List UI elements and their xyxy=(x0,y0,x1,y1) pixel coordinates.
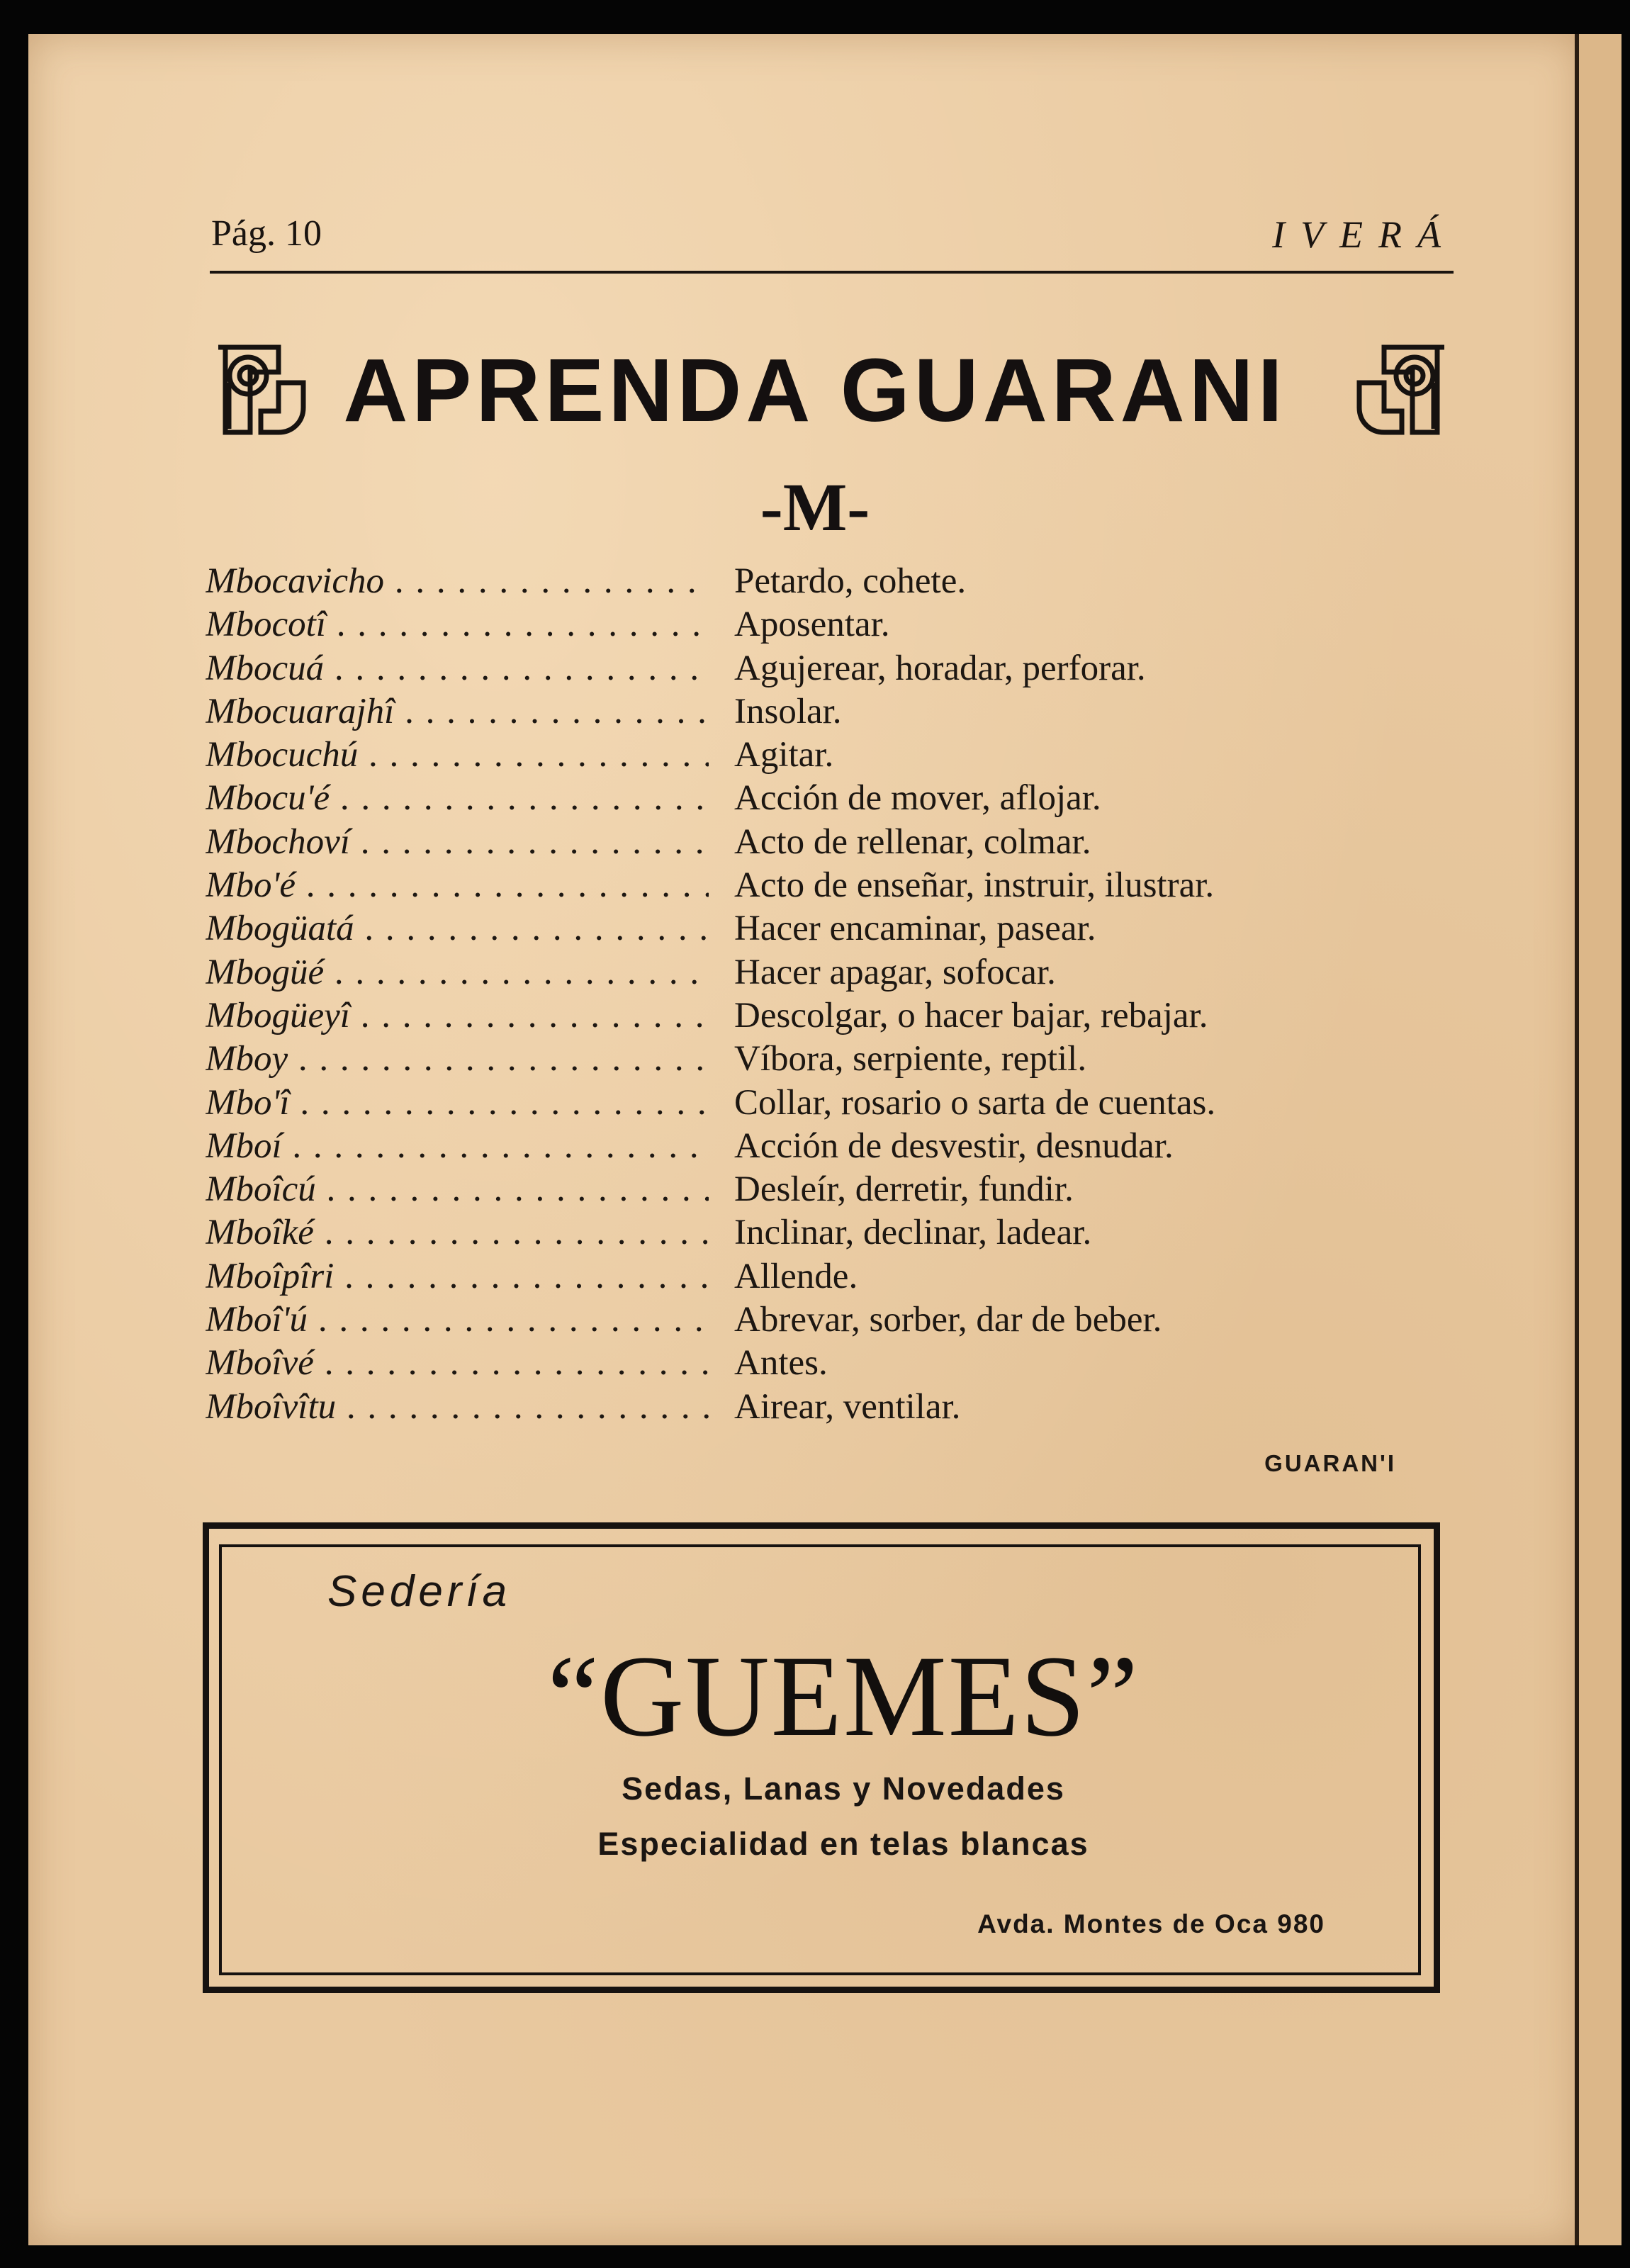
glossary-term: Mbogüé . . . xyxy=(206,951,709,994)
page-title: APRENDA GUARANI xyxy=(343,340,1287,440)
glossary-definition: Abrevar, sorber, dar de beber. xyxy=(734,1300,1162,1340)
glossary-definition: Hacer encaminar, pasear. xyxy=(734,909,1096,949)
magazine-name: IVERÁ xyxy=(1272,213,1456,256)
glossary-entry xyxy=(206,734,1453,777)
glossary-entry xyxy=(206,1211,1453,1254)
glossary-term: Mbo'î . . . xyxy=(206,1082,709,1125)
corner-ornament-icon xyxy=(1352,340,1451,439)
letter-heading: -M- xyxy=(760,469,870,545)
glossary-term: Mboîké . . . xyxy=(206,1211,709,1254)
glossary-definition: Acción de mover, aflojar. xyxy=(734,778,1101,819)
glossary-term: Mboí . . . xyxy=(206,1125,709,1168)
glossary-definition: Agitar. xyxy=(734,735,834,775)
glossary-entry xyxy=(206,603,1453,646)
ad-shop-type: Sedería xyxy=(327,1567,512,1616)
glossary-term: Mboîcú . . . xyxy=(206,1168,709,1211)
glossary-term: Mboîvîtu . . . xyxy=(206,1386,709,1429)
glossary-definition: Acción de desvestir, desnudar. xyxy=(734,1125,1174,1166)
next-page-edge xyxy=(1579,34,1621,2245)
glossary-definition: Víbora, serpiente, reptil. xyxy=(734,1039,1087,1079)
corner-ornament-icon xyxy=(211,340,310,439)
glossary-definition: Collar, rosario o sarta de cuentas. xyxy=(734,1082,1216,1123)
author-credit: GUARAN'I xyxy=(1264,1450,1396,1476)
glossary-definition: Airear, ventilar. xyxy=(734,1386,961,1427)
glossary-entry xyxy=(206,690,1453,734)
glossary-definition: Inclinar, declinar, ladear. xyxy=(734,1213,1092,1253)
glossary-entry xyxy=(206,951,1453,994)
glossary-definition: Hacer apagar, sofocar. xyxy=(734,952,1056,992)
glossary-entry xyxy=(206,1342,1453,1385)
glossary-term: Mboy . . . xyxy=(206,1038,709,1081)
glossary-entry xyxy=(206,821,1453,864)
glossary-definition: Antes. xyxy=(734,1343,828,1383)
glossary-entry xyxy=(206,1125,1453,1168)
glossary-entry xyxy=(206,994,1453,1038)
glossary-entry xyxy=(206,1038,1453,1081)
glossary-entry xyxy=(206,777,1453,820)
glossary-term: Mbochoví . . . xyxy=(206,821,709,864)
glossary-definition: Acto de rellenar, colmar. xyxy=(734,821,1091,862)
glossary-term: Mbocu'é . . . xyxy=(206,777,709,820)
glossary-definition: Desleír, derretir, fundir. xyxy=(734,1169,1074,1210)
glossary-term: Mbocuá . . . xyxy=(206,647,709,690)
glossary-entry xyxy=(206,1386,1453,1429)
glossary-list xyxy=(206,560,1453,1429)
glossary-term: Mbogüatá . . . xyxy=(206,907,709,950)
header-rule xyxy=(210,271,1454,274)
glossary-entry xyxy=(206,1255,1453,1298)
glossary-definition: Allende. xyxy=(734,1256,858,1296)
ad-products: Sedas, Lanas y Novedades xyxy=(622,1770,1065,1807)
glossary-entry xyxy=(206,864,1453,907)
glossary-entry xyxy=(206,1168,1453,1211)
glossary-entry xyxy=(206,1082,1453,1125)
glossary-definition: Descolgar, o hacer bajar, rebajar. xyxy=(734,995,1208,1035)
glossary-entry xyxy=(206,560,1453,603)
glossary-term: Mboî'ú . . . xyxy=(206,1298,709,1342)
glossary-term: Mbogüeyî . . . xyxy=(206,994,709,1038)
ad-specialty: Especialidad en telas blancas xyxy=(597,1826,1089,1862)
glossary-definition: Petardo, cohete. xyxy=(734,561,967,601)
glossary-term: Mboîvé . . . xyxy=(206,1342,709,1385)
glossary-term: Mbocuarajhî . . . xyxy=(206,690,709,734)
glossary-definition: Insolar. xyxy=(734,691,842,731)
ad-address: Avda. Montes de Oca 980 xyxy=(977,1909,1325,1938)
page-number: Pág. 10 xyxy=(211,213,322,254)
glossary-term: Mbocuchú . . . xyxy=(206,734,709,777)
glossary-entry xyxy=(206,907,1453,950)
glossary-entry xyxy=(206,647,1453,690)
glossary-term: Mbocotî . . . xyxy=(206,603,709,646)
glossary-term: Mbocavicho . . . xyxy=(206,560,709,603)
glossary-term: Mbo'é . . . xyxy=(206,864,709,907)
glossary-definition: Agujerear, horadar, perforar. xyxy=(734,648,1146,688)
glossary-definition: Aposentar. xyxy=(734,605,890,645)
ad-shop-name: “GUEMES” xyxy=(547,1632,1140,1761)
glossary-entry xyxy=(206,1298,1453,1342)
glossary-term: Mboîpîri . . . xyxy=(206,1255,709,1298)
glossary-definition: Acto de enseñar, instruir, ilustrar. xyxy=(734,865,1215,906)
